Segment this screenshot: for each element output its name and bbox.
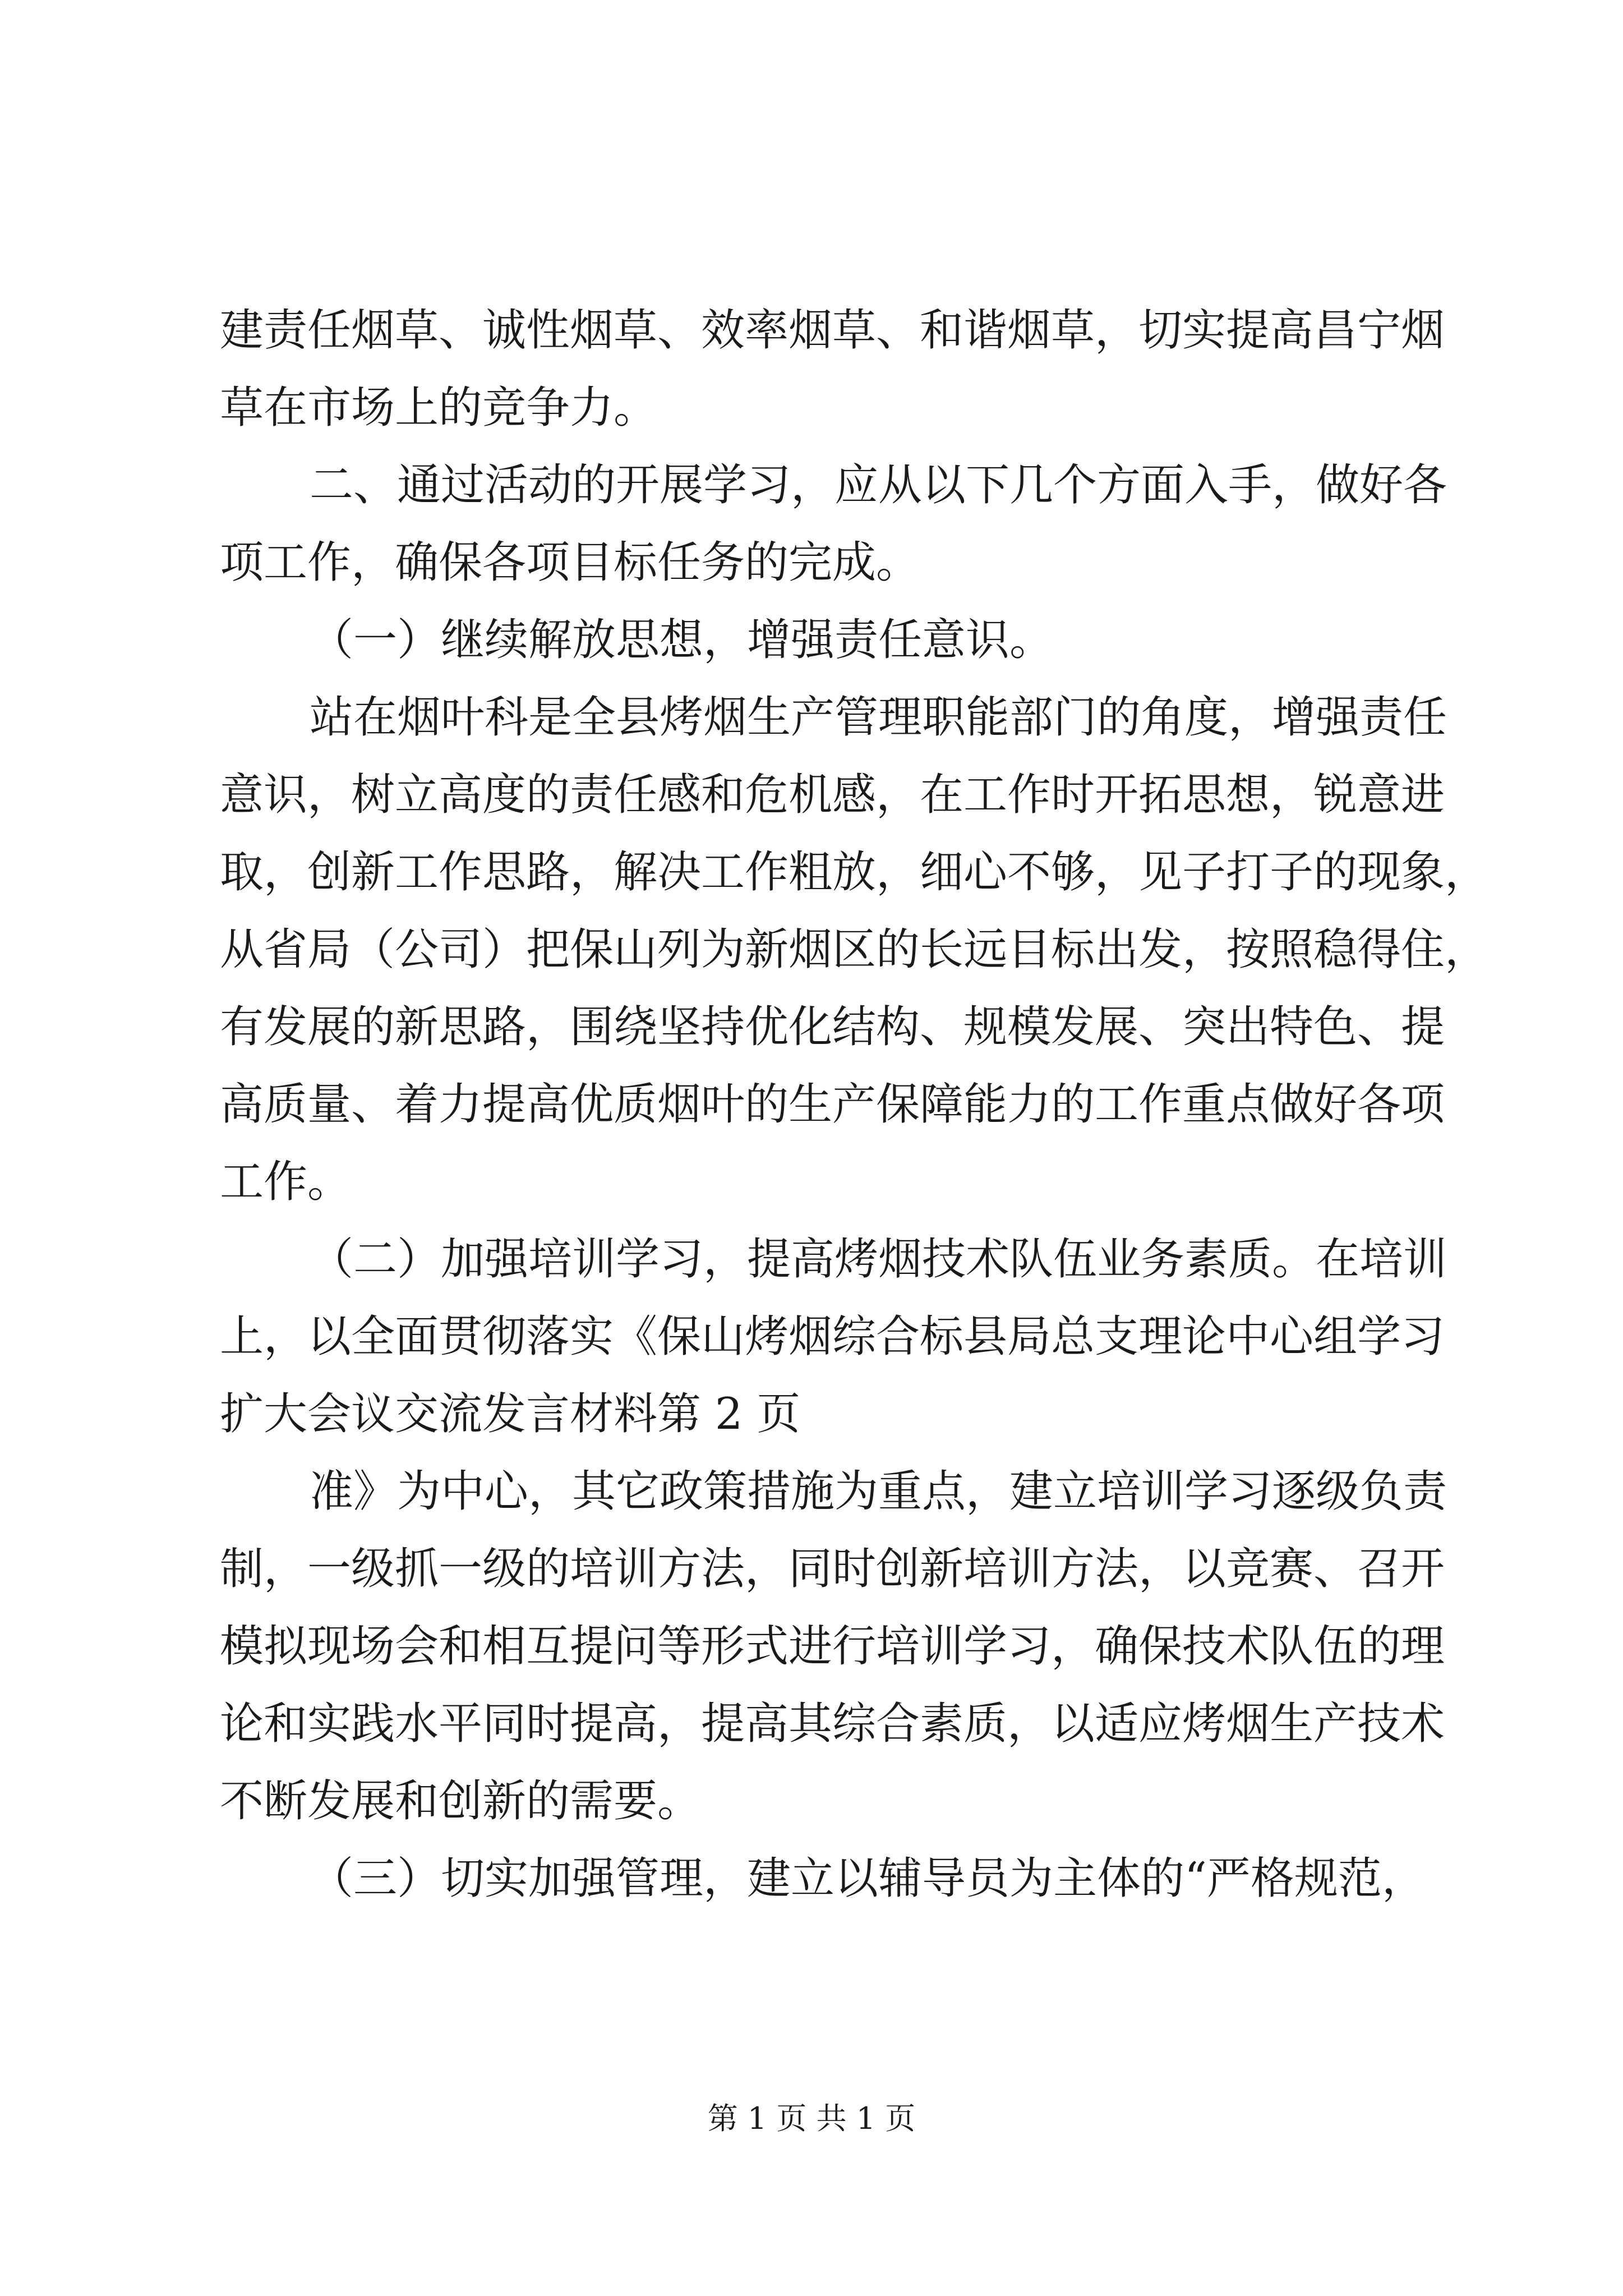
text-line: 准》为中心，其它政策措施为重点，建立培训学习逐级负责 [310, 1466, 1447, 1517]
text-line: 项工作，确保各项目标任务的完成。 [220, 537, 920, 588]
text-line: 扩大会议交流发言材料第 2 页 [220, 1389, 801, 1439]
text-line: 意识，树立高度的责任感和危机感，在工作时开拓思想，锐意进 [220, 770, 1445, 820]
text-line: 取，创新工作思路，解决工作粗放，细心不够，见子打子的现象， [220, 847, 1489, 898]
text-line: （三）切实加强管理，建立以辅导员为主体的“严格规范， [310, 1853, 1426, 1904]
section-heading: （一）继续解放思想，增强责任意识。 [310, 615, 1054, 665]
text-line: 建责任烟草、诚性烟草、效率烟草、和谐烟草，切实提高昌宁烟 [220, 305, 1445, 356]
text-line: （二）加强培训学习，提高烤烟技术队伍业务素质。在培训 [310, 1234, 1447, 1285]
page-number-label: 第 1 页 共 1 页 [707, 2101, 916, 2136]
text-line: 有发展的新思路，围绕坚持优化结构、规模发展、突出特色、提 [220, 1002, 1445, 1052]
text-line: 高质量、着力提高优质烟叶的生产保障能力的工作重点做好各项 [220, 1079, 1445, 1130]
document-body [220, 292, 1489, 1917]
text-line: 上，以全面贯彻落实《保山烤烟综合标县局总支理论中心组学习 [220, 1312, 1445, 1362]
text-line: 二、通过活动的开展学习，应从以下几个方面入手，做好各 [310, 460, 1447, 510]
text-line: 模拟现场会和相互提问等形式进行培训学习，确保技术队伍的理 [220, 1621, 1445, 1672]
text-line: 工作。 [220, 1157, 352, 1207]
page-footer [0, 2099, 1623, 2138]
text-line: 论和实践水平同时提高，提高其综合素质，以适应烤烟生产技术 [220, 1699, 1445, 1749]
text-line: 制，一级抓一级的培训方法，同时创新培训方法，以竞赛、召开 [220, 1544, 1445, 1594]
text-line: 不断发展和创新的需要。 [220, 1776, 702, 1826]
text-line: 从省局（公司）把保山列为新烟区的长远目标出发，按照稳得住， [220, 924, 1489, 975]
text-line: 站在烟叶科是全县烤烟生产管理职能部门的角度，增强责任 [310, 692, 1447, 743]
text-line: 草在市场上的竞争力。 [220, 383, 658, 433]
